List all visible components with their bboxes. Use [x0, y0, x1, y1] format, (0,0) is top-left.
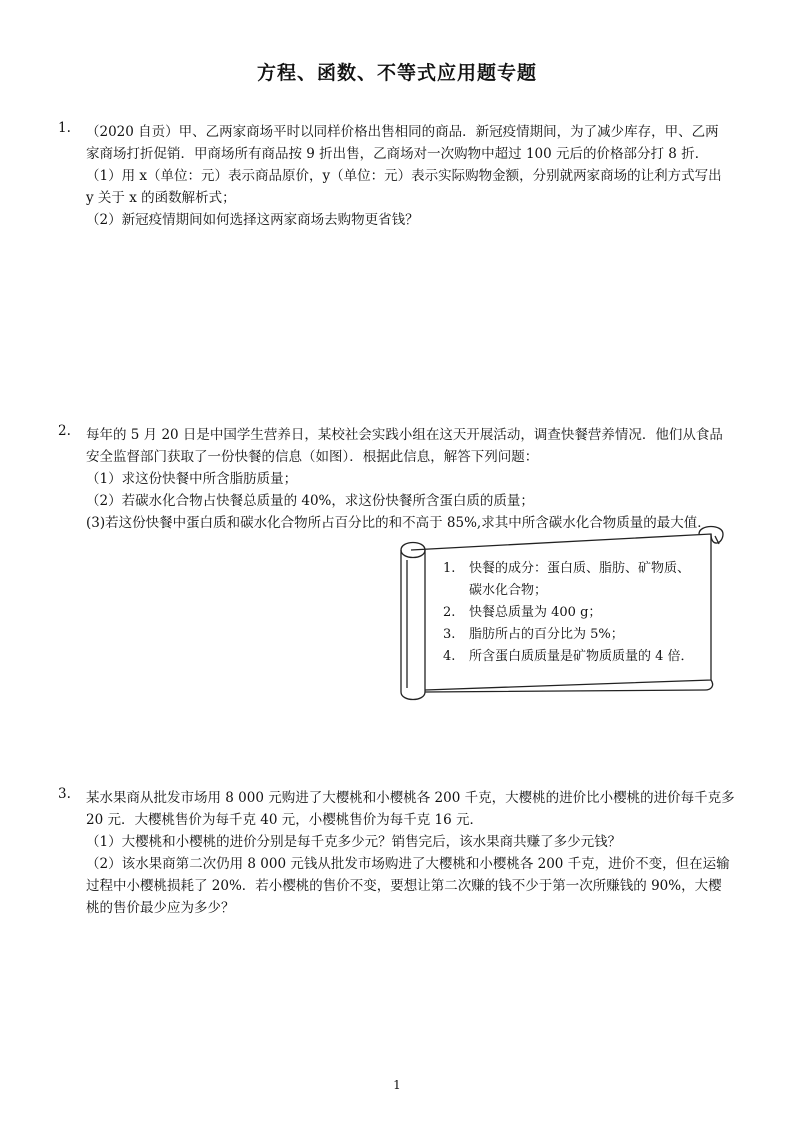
question-text: 每年的 5 月 20 日是中国学生营养日，某校社会实践小组在这天开展活动，调查快餐营养情况．他们从食品 — [86, 427, 723, 443]
sub-question: 桃的售价最少应为多少？ — [86, 900, 235, 916]
question-number: 3. — [58, 786, 71, 802]
item-text: 所含蛋白质质量是矿物质质量的 4 倍． — [469, 649, 694, 664]
question-text: （2020 自贡）甲、乙两家商场平时以同样价格出售相同的商品．新冠疫情期间，为了减少库存，甲、乙两 — [86, 124, 719, 140]
question-number: 2. — [58, 423, 71, 439]
list-item — [443, 558, 723, 580]
list-item — [443, 580, 723, 602]
item-text: 快餐总质量为 400 g； — [469, 605, 602, 620]
sub-question: y 关于 x 的函数解析式； — [86, 190, 236, 206]
sub-question: (3)若这份快餐中蛋白质和碳水化合物所占百分比的和不高于 85%,求其中所含碳水化合物质量的最大值． — [86, 515, 711, 531]
list-item — [443, 624, 723, 646]
question-text: 家商场打折促销．甲商场所有商品按 9 折出售，乙商场对一次购物中超过 100 元后的价格部分打 8 折． — [86, 146, 709, 162]
sub-question: （2）新冠疫情期间如何选择这两家商场去购物更省钱？ — [86, 212, 419, 228]
item-text: 快餐的成分：蛋白质、脂肪、矿物质、 — [469, 561, 691, 576]
item-number: 1. — [443, 561, 456, 576]
item-text: 碳水化合物； — [469, 583, 548, 598]
question-number: 1. — [58, 120, 71, 136]
scroll-list — [443, 558, 723, 668]
question-text: 某水果商从批发市场用 8 000 元购进了大樱桃和小樱桃各 200 千克，大樱桃的进价比小樱桃的进价每千克多 — [86, 790, 735, 806]
page-title: 方程、函数、不等式应用题专题 — [256, 62, 537, 84]
list-item — [443, 602, 723, 624]
item-text: 脂肪所占的百分比为 5%； — [469, 627, 624, 642]
question-text: 20 元．大樱桃售价为每千克 40 元，小樱桃售价为每千克 16 元． — [86, 812, 483, 828]
item-number: 3. — [443, 627, 456, 642]
sub-question: （1）大樱桃和小樱桃的进价分别是每千克多少元？销售完后，该水果商共赚了多少元钱？ — [86, 834, 622, 850]
item-number: 4. — [443, 649, 456, 664]
sub-question: （1）用 x（单位：元）表示商品原价，y（单位：元）表示实际购物金额，分别就两家商场的让利方式写出 — [86, 168, 722, 184]
sub-question: （1）求这份快餐中所含脂肪质量； — [86, 471, 298, 487]
list-item — [443, 646, 723, 668]
sub-question: 过程中小樱桃损耗了 20%．若小樱桃的售价不变，要想让第二次赚的钱不少于第一次所赚钱的 90%，大樱 — [86, 878, 722, 894]
page-number: 1 — [393, 1078, 401, 1092]
item-number: 2. — [443, 605, 456, 620]
sub-question: （2）该水果商第二次仍用 8 000 元钱从批发市场购进了大樱桃和小樱桃各 200 千克，进价不变，但在运输 — [86, 856, 730, 872]
sub-question: （2）若碳水化合物占快餐总质量的 40%，求这份快餐所含蛋白质的质量； — [86, 493, 534, 509]
info-scroll — [393, 520, 729, 702]
question-text: 安全监督部门获取了一份快餐的信息（如图）．根据此信息，解答下列问题： — [86, 449, 539, 465]
